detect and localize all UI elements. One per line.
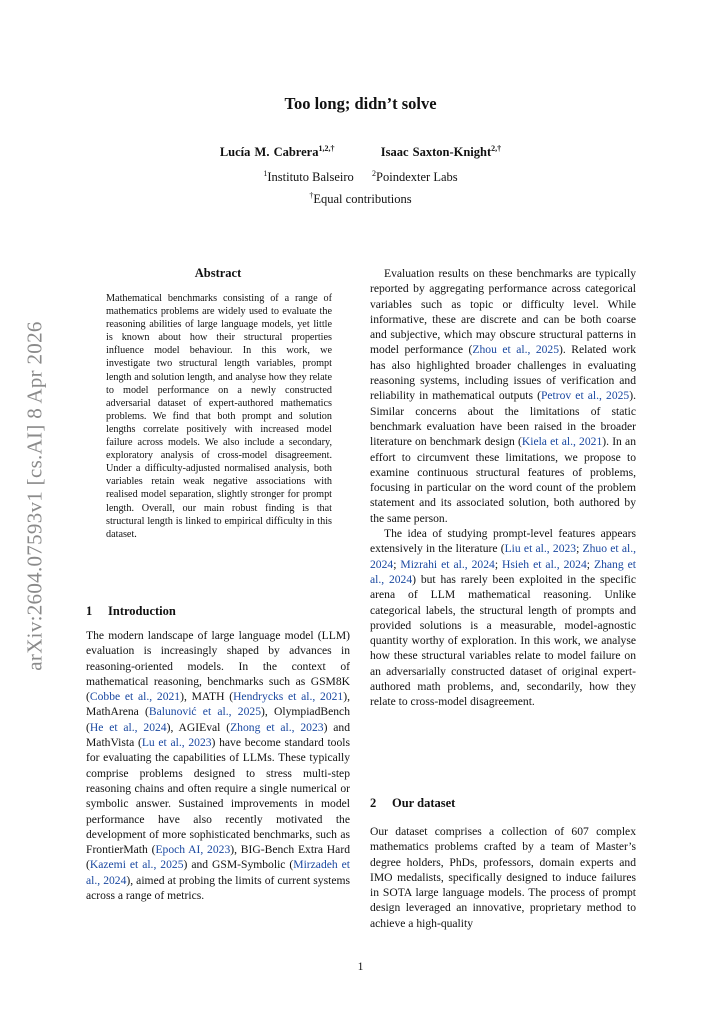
author-list	[0, 145, 721, 160]
dataset-paragraph-1	[370, 824, 636, 931]
body-text: Our dataset comprises a collection of 607 complex mathematics problems crafted by a team of Master’s degree holders, PhDs, professors, domain experts and IMO medalists, specifically designed to induce failures in SOTA large language models. The process of prompt design leveraged an innovative, proprietary method to achieve a high-quality	[370, 825, 636, 930]
author-name: Lucía M. Cabrera	[219, 145, 319, 159]
body-text: ) and MathVista (	[86, 720, 351, 750]
body-text: ), MATH (	[180, 690, 234, 704]
abstract-body	[106, 292, 332, 541]
body-text: ;	[393, 557, 401, 571]
body-text: Evaluation results on these benchmarks are typically reported by aggregating performance across categorical variables such as topic or difficulty level. While informative, these are discrete and can be both coarse and subjective, which may obscure structural patterns in model performance (	[370, 267, 636, 357]
body-text: ;	[576, 542, 583, 556]
citation-link[interactable]: Hsieh et al., 2024	[502, 557, 587, 571]
page-number: 1	[357, 960, 364, 973]
section-title: Our dataset	[392, 796, 456, 810]
citation-link[interactable]: Zhuo et al., 2024	[370, 542, 637, 571]
introduction-continued	[370, 266, 636, 710]
section-title: Introduction	[108, 604, 176, 618]
author-name: Isaac Saxton-Knight	[380, 145, 492, 159]
body-text: ). In an effort to circumvent these limitations, we propose to examine continuous structural features of problems, focusing in particular on the word count of the problem statement and its associated solution, both authored by the same person.	[370, 435, 636, 525]
citation-link[interactable]: Hendrycks et al., 2021	[233, 690, 344, 704]
body-text: ;	[586, 557, 594, 571]
section-number: 2	[370, 796, 377, 810]
body-text: ), OlympiadBench (	[86, 705, 350, 734]
body-text: ) and GSM-Symbolic (	[183, 858, 294, 872]
equal-contribution-text: Equal contributions	[313, 192, 412, 206]
body-text: ), MathArena (	[86, 690, 350, 719]
citation-link[interactable]: Kiela et al., 2021	[521, 435, 603, 449]
abstract-heading: Abstract	[194, 266, 242, 280]
citation-link[interactable]: Mizrahi et al., 2024	[400, 557, 495, 571]
citation-link[interactable]: Liu et al., 2023	[504, 542, 577, 556]
citation-link[interactable]: Mirzadeh et al., 2024	[86, 858, 351, 887]
body-text: ) but has rarely been exploited in the specific arena of LLM mathematical reasoning. Unlike categorical labels, the structural length of prompts and provided solutions is a measurable, model-agnostic quantity worthy of exploration. In this work, we analyse how these structural variables relate to model failure on an adversarially constructed dataset of original expert-authored math problems, and, secondarily, how they relate to cross-model disagreement.	[370, 572, 637, 709]
section-heading-introduction	[86, 604, 176, 619]
arxiv-identifier	[15, 306, 55, 686]
section-number: 1	[86, 604, 93, 618]
arxiv-identifier-text: arXiv:2604.07593v1 [cs.AI] 8 Apr 2026	[22, 321, 47, 671]
equal-contribution-mark: †	[309, 190, 314, 200]
introduction-paragraph-3	[370, 526, 636, 710]
affiliation-name: Poindexter Labs	[376, 170, 458, 184]
citation-link[interactable]: Zhang et al., 2024	[370, 557, 636, 586]
author-marks: 2,†	[491, 143, 502, 153]
section-heading-dataset	[370, 796, 455, 811]
body-text: ). Related work has also highlighted broader challenges in evaluating reasoning systems, including issues of verification and reliability in mathematical outputs (	[370, 343, 636, 403]
author-marks: 1,2,†	[318, 143, 335, 153]
citation-link[interactable]: Balunović et al., 2025	[148, 705, 261, 719]
citation-link[interactable]: Zhou et al., 2025	[472, 343, 560, 357]
body-text: The idea of studying prompt-level features appears extensively in the literature (	[370, 527, 636, 556]
citation-link[interactable]: Zhong et al., 2023	[230, 720, 324, 734]
introduction-paragraph-1	[86, 628, 350, 903]
citation-link[interactable]: Kazemi et al., 2025	[89, 858, 184, 872]
abstract-text: Mathematical benchmarks consisting of a range of mathematics problems are widely used to evaluate the reasoning abilities of large language models, yet little is known about how their structural properties influence model behaviour. In this work, we investigate two structural length variables, prompt length and solution length, and analyse how they relate to model performance on a newly constructed adversarial dataset of expert-authored mathematics problems. We find that both prompt and solution lengths correlate positively with increased model failure across models. We also include a secondary, exploratory analysis of cross-model disagreement. Under a difficulty-adjusted normalised analysis, both variables retain weak negative associations with realised model separation, slightly stronger for prompt length. Overall, our main robust finding is that structural length is linked to empirical difficulty in this dataset.	[106, 293, 332, 540]
citation-link[interactable]: Cobbe et al., 2021	[89, 690, 181, 704]
citation-link[interactable]: He et al., 2024	[89, 720, 167, 734]
affiliation-mark: 1	[263, 168, 268, 178]
body-text: ;	[494, 557, 503, 571]
citation-link[interactable]: Lu et al., 2023	[141, 736, 212, 750]
body-text: ), AGIEval (	[166, 720, 231, 734]
body-text: ) have become standard tools for evaluating the capabilities of LLMs. These typically comprise problems designed to stress multi-step reasoning chains and often require a single numerical or symbolic answer. Sustained improvements in model performance have also recently motivated the development of more sophisticated benchmarks, such as FrontierMath (	[86, 736, 350, 857]
body-text: The modern landscape of large language model (LLM) evaluation is increasingly shaped by advances in reasoning-oriented models. In the context of mathematical reasoning, benchmarks such as GSM8K (	[86, 629, 350, 704]
affiliation-name: Instituto Balseiro	[267, 170, 354, 184]
body-text: ), BIG-Bench Extra Hard (	[86, 843, 350, 872]
body-text: ). Similar concerns about the limitations of static benchmark evaluation have been raised in the broader literature on benchmark design (	[370, 389, 636, 449]
paper-title: Too long; didn’t solve	[284, 94, 437, 113]
affiliation-mark: 2	[372, 168, 377, 178]
introduction-paragraph-2	[370, 266, 636, 526]
body-text: ), aimed at probing the limits of current systems across a range of metrics.	[86, 873, 350, 903]
citation-link[interactable]: Petrov et al., 2025	[540, 389, 630, 403]
equal-contribution-note	[0, 192, 721, 207]
citation-link[interactable]: Epoch AI, 2023	[155, 843, 231, 857]
affiliation-list	[0, 170, 721, 185]
